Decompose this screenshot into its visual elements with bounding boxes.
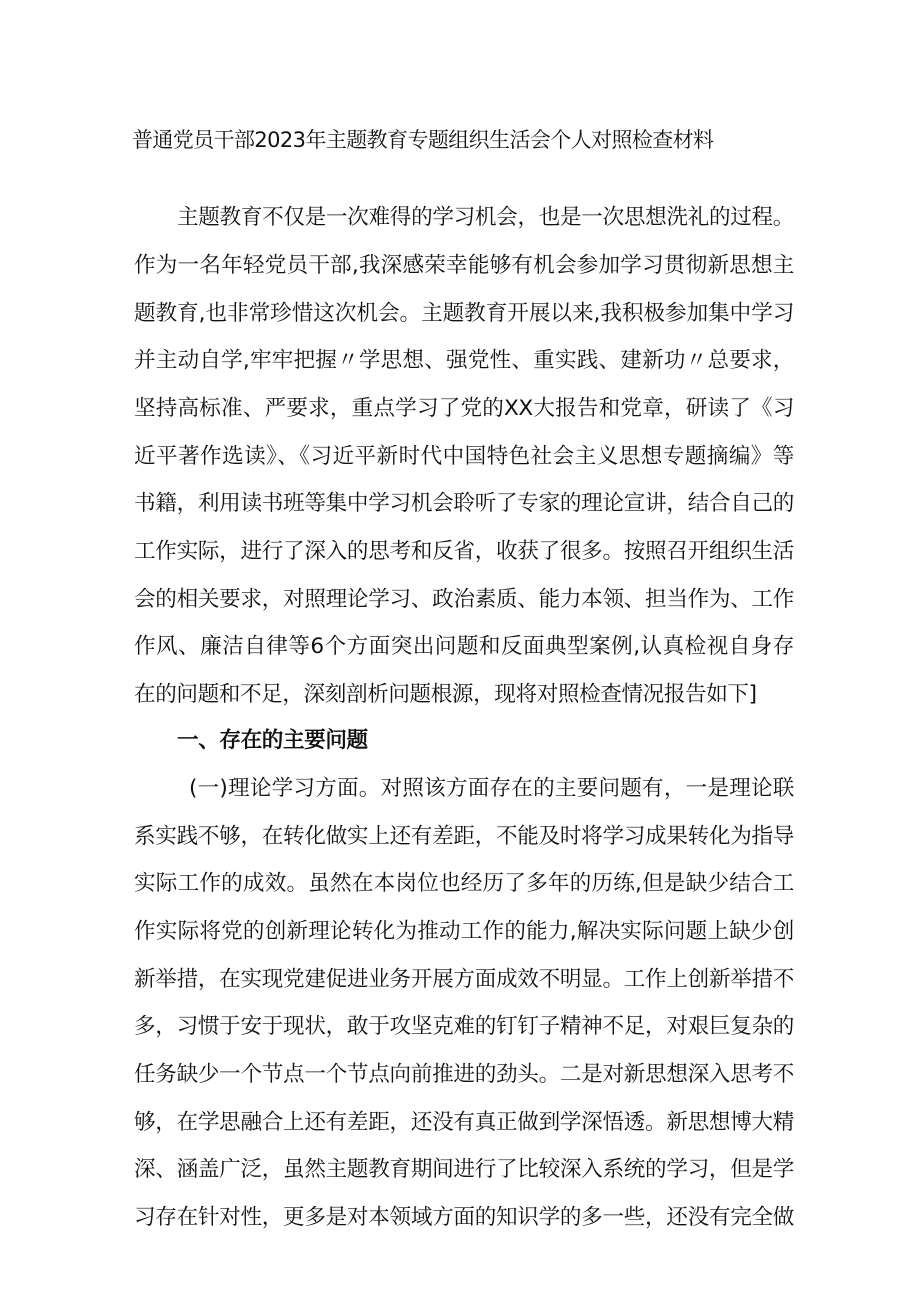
intro-line: 并主动自学,牢牢把握〃学思想、强党性、重实践、建新功〃总要求， [134,348,794,373]
subsection-line: 系实践不够，在转化做实上还有差距，不能及时将学习成果转化为指导 [134,824,794,849]
subsection-line: 任务缺少一个节点一个节点向前推进的劲头。二是对新思想深入思考不 [134,1062,794,1087]
subsection-line: 多，习惯于安于现状，敢于攻坚克难的钉钉子精神不足，对艰巨复杂的 [134,1014,794,1039]
subsection-line: 实际工作的成效。虽然在本岗位也经历了多年的历练,但是缺少结合工 [134,871,794,896]
document-title: 普通党员干部2023年主题教育专题组织生活会个人对照检查材料 [132,128,714,152]
intro-line: 作风、廉洁自律等6个方面突出问题和反面典型案例,认真检视自身存 [134,634,794,659]
intro-line: 近平著作选读》、《习近平新时代中国特色社会主义思想专题摘编》等 [134,444,794,469]
intro-line: 会的相关要求，对照理论学习、政治素质、能力本领、担当作为、工作 [134,587,794,612]
intro-line: 工作实际，进行了深入的思考和反省，收获了很多。按照召开组织生活 [134,539,794,564]
subsection-line: 作实际将党的创新理论转化为推动工作的能力,解决实际问题上缺少创 [134,919,794,944]
subsection-line: 够，在学思融合上还有差距，还没有真正做到学深悟透。新思想博大精 [134,1110,794,1135]
intro-line: 坚持高标准、严要求，重点学习了党的XX大报告和党章，研读了《习 [134,396,794,421]
intro-line: 主题教育不仅是一次难得的学习机会，也是一次思想洗礼的过程。 [177,205,794,230]
intro-line: 作为一名年轻党员干部,我深感荣幸能够有机会参加学习贯彻新思想主 [134,253,794,278]
subsection-line: 深、涵盖广泛，虽然主题教育期间进行了比较深入系统的学习，但是学 [134,1157,794,1182]
intro-line: 书籍，利用读书班等集中学习机会聆听了专家的理论宣讲，结合自己的 [134,491,794,516]
intro-line: 题教育,也非常珍惜这次机会。主题教育开展以来,我积极参加集中学习 [134,301,794,326]
subsection-line: 习存在针对性，更多是对本领域方面的知识学的多一些，还没有完全做 [134,1205,794,1230]
section-heading: 一、存在的主要问题 [177,728,368,753]
subsection-line: (一)理论学习方面。对照该方面存在的主要问题有，一是理论联 [189,776,794,801]
intro-line: 在的问题和不足，深刻剖析问题根源，现将对照检查情况报告如下] [134,682,757,707]
subsection-line: 新举措，在实现党建促进业务开展方面成效不明显。工作上创新举措不 [134,967,794,992]
